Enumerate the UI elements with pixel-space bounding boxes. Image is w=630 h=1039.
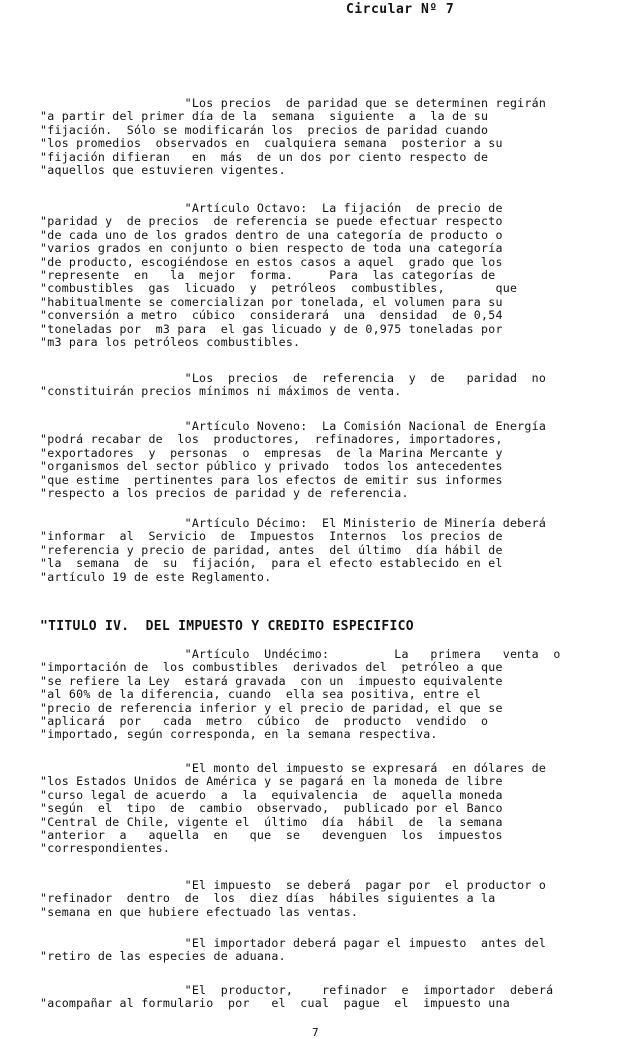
text-line: "precio de referencia inferior y el precio de paridad, el que se: [40, 701, 503, 715]
text-line: "constituirán precios mínimos ni máximos de venta.: [40, 385, 402, 399]
paragraph-monto-impuesto: [40, 762, 546, 856]
text-line: "organismos del sector público y privado todos los antecedentes: [40, 460, 503, 474]
text-line: "toneladas por m3 para el gas licuado y de 0,975 toneladas por: [40, 322, 503, 336]
text-line: "importación de los combustibles derivados del petróleo a que: [40, 661, 503, 675]
text-line: "la semana de su fijación, para el efecto establecido en el: [40, 557, 503, 571]
text-line: "los promedios observados en cualquiera semana posterior a su: [40, 137, 503, 151]
text-line: "varios grados en conjunto o bien respecto de toda una categoría: [40, 242, 503, 256]
text-line: "a partir del primer día de la semana siguiente a la de su: [40, 110, 489, 124]
text-line: "de cada uno de los grados dentro de una categoría de producto o: [40, 228, 503, 242]
paragraph-pago-importador: [40, 937, 546, 964]
text-line: "Central de Chile, vigente el último día hábil de la semana: [40, 815, 503, 829]
text-line: "Artículo Noveno: La Comisión Nacional de Energía: [40, 420, 547, 433]
text-line: "respecto a los precios de paridad y de referencia.: [40, 487, 409, 501]
text-line: "importado, según corresponda, en la semana respectiva.: [40, 728, 438, 742]
text-line: "Artículo Octavo: La fijación de precio de: [40, 202, 503, 215]
text-line: "paridad y de precios de referencia se puede efectuar respecto: [40, 215, 503, 229]
text-line: "anterior a aquella en que se devenguen los impuestos: [40, 829, 503, 843]
section-title: "TITULO IV. DEL IMPUESTO Y CREDITO ESPECIFICO: [40, 619, 414, 634]
text-line: "de producto, escogiéndose en estos casos a aquel grado que los: [40, 255, 503, 269]
text-line: "El monto del impuesto se expresará en dólares de: [40, 762, 547, 775]
text-line: "Los precios de paridad que se determinen regirán: [40, 97, 547, 110]
paragraph-articulo-noveno: [40, 420, 546, 500]
text-line: "se refiere la Ley estará gravada con un impuesto equivalente: [40, 674, 503, 688]
paragraph-formulario: [40, 984, 553, 1011]
text-line: "represente en la mejor forma. Para las categorías de: [40, 269, 496, 283]
text-line: "referencia y precio de paridad, antes del último día hábil de: [40, 543, 503, 557]
paragraph-paridad-vigencia: [40, 97, 546, 177]
text-line: "m3 para los petróleos combustibles.: [40, 336, 301, 350]
circular-header: Circular Nº 7: [346, 2, 455, 17]
text-line: "según el tipo de cambio observado, publicado por el Banco: [40, 802, 503, 816]
text-line: "Los precios de referencia y de paridad no: [40, 372, 547, 385]
text-line: "curso legal de acuerdo a la equivalencia de aquella moneda: [40, 788, 503, 802]
text-line: "correspondientes.: [40, 842, 171, 856]
text-line: "conversión a metro cúbico considerará una densidad de 0,54: [40, 309, 503, 323]
text-line: "El productor, refinador e importador deberá: [40, 984, 554, 997]
paragraph-precios-no-minimos: [40, 372, 546, 399]
text-line: "combustibles gas licuado y petróleos combustibles, que: [40, 282, 518, 296]
text-line: "retiro de las especies de aduana.: [40, 950, 286, 964]
text-line: "semana en que hubiere efectuado las ventas.: [40, 905, 359, 919]
text-line: "aplicará por cada metro cúbico de producto vendido o: [40, 715, 489, 729]
text-line: "Artículo Undécimo: La primera venta o: [40, 648, 561, 661]
text-line: "refinador dentro de los diez días hábiles siguientes a la: [40, 892, 496, 906]
text-line: "podrá recabar de los productores, refinadores, importadores,: [40, 433, 503, 447]
text-line: "acompañar al formulario por el cual pague el impuesto una: [40, 997, 510, 1011]
text-line: "habitualmente se comercializan por tonelada, el volumen para su: [40, 295, 503, 309]
text-line: "El impuesto se deberá pagar por el productor o: [40, 879, 547, 892]
page-number: 7: [312, 1026, 319, 1039]
text-line: "que estime pertinentes para los efectos de emitir sus informes: [40, 473, 503, 487]
text-line: "artículo 19 de este Reglamento.: [40, 570, 272, 584]
text-line: "los Estados Unidos de América y se pagará en la moneda de libre: [40, 775, 503, 789]
text-line: "fijación difieran en más de un dos por ciento respecto de: [40, 150, 489, 164]
text-line: "fijación. Sólo se modificarán los precios de paridad cuando: [40, 123, 489, 137]
paragraph-pago-productor: [40, 879, 546, 919]
text-line: "aquellos que estuvieren vigentes.: [40, 164, 286, 178]
text-line: "El importador deberá pagar el impuesto antes del: [40, 937, 547, 950]
paragraph-articulo-octavo: [40, 202, 517, 349]
text-line: "Artículo Décimo: El Ministerio de Minería deberá: [40, 517, 547, 530]
text-line: "informar al Servicio de Impuestos Internos los precios de: [40, 530, 503, 544]
text-line: "al 60% de la diferencia, cuando ella sea positiva, entre el: [40, 688, 482, 702]
paragraph-articulo-decimo: [40, 517, 546, 584]
text-line: "exportadores y personas o empresas de la Marina Mercante y: [40, 446, 503, 460]
paragraph-articulo-undecimo: [40, 648, 561, 742]
